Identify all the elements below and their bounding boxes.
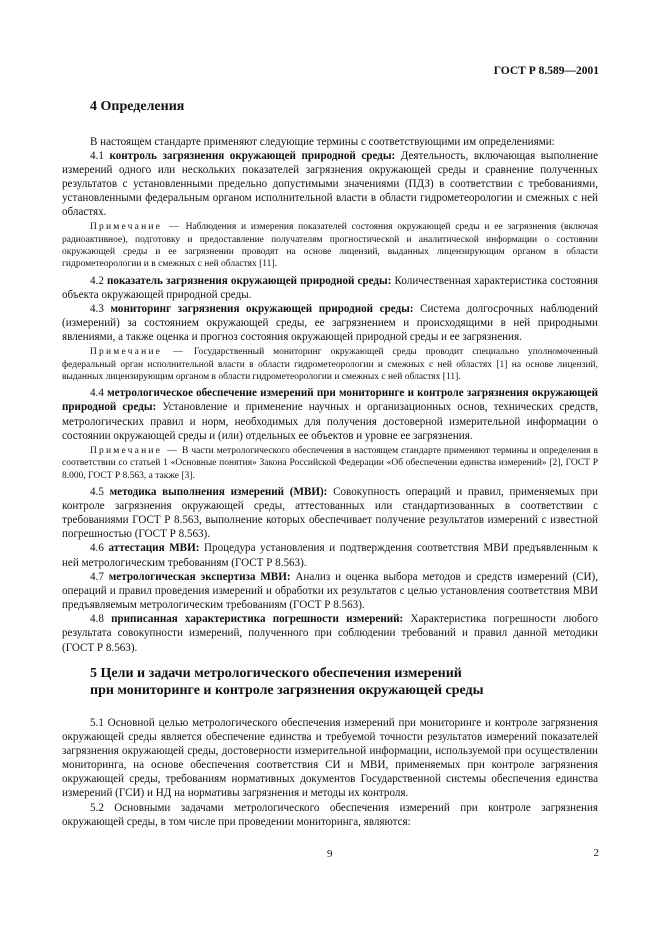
definition-4-3: 4.3 мониторинг загрязнения окружающей природной среды: Система долгосрочных наблюдений (измерений) за состоянием окружающей среды, ее загрязнением и происходящими в ней природными явлениями, а также оценка и прогноз состояния окружающей природной среды и ее загрязнения.	[62, 302, 598, 344]
page-content	[62, 98, 598, 829]
term: метрологическая экспертиза МВИ:	[108, 570, 291, 583]
note-4-4: Примечание — В части метрологического обеспечения в настоящем стандарте применяют термины и определения в соответствии со статьей 1 «Основные понятия» Закона Российской Федерации «Об обеспечении единства измерений» [2], ГОСТ Р 8.000, ГОСТ Р 8.563, а также [3].	[62, 445, 599, 481]
paragraph-5-1: 5.1 Основной целью метрологического обеспечения измерений при мониторинге и контроле загрязнения окружающей среды является обеспечение единства и требуемой точности результатов измерений показателей загрязнения окружающей среды, достоверности измерительной информации, используемой при осуществлении мониторинга, на основе обеспечения соответствия СИ и МВИ, применяемых при контроле загрязнения окружающей среды, требованиям нормативных документов Государственной системы обеспечения единства измерений (ГСИ) и НД на нормативы загрязнения и методы их контроля.	[62, 716, 598, 800]
term: приписанная характеристика погрешности измерений:	[111, 613, 404, 626]
definition-4-8: 4.8 приписанная характеристика погрешности измерений: Характеристика погрешности любого результата совокупности измерений, полученного при соблюдении требований и правил данной методики (ГОСТ Р 8.563).	[62, 613, 598, 654]
paragraph-5-2: 5.2 Основными задачами метрологического обеспечения измерений при контроле загрязнения окружающей среды, в том числе при проведении мониторинга, являются:	[62, 801, 598, 828]
document-id-header: ГОСТ Р 8.589—2001	[493, 65, 599, 77]
term: аттестация МВИ:	[108, 542, 200, 555]
term: методика выполнения измерений (МВИ):	[109, 485, 328, 498]
sheet-number: 2	[593, 847, 599, 859]
page-number: 9	[327, 848, 333, 860]
term: мониторинг загрязнения окружающей природной среды:	[110, 302, 414, 315]
section-4-title: 4 Определения	[90, 99, 185, 114]
definition-4-4: 4.4 метрологическое обеспечение измерений при мониторинге и контроле загрязнения окружающей природной среды: Установление и применение научных и организационных основ, технических средств, метрологических правил и норм, необходимых для получения достоверной измерительной информации о состоянии окружающей среды и (или) отдельных ее объектов и уровне ее загрязнения.	[62, 387, 599, 442]
term: показатель загрязнения окружающей природной среды:	[107, 274, 392, 287]
section-4-intro: В настоящем стандарте применяют следующие термины с соответствующими им определениями:	[90, 135, 555, 148]
term: контроль загрязнения окружающей природной среды:	[109, 149, 396, 162]
definition-4-1: 4.1 контроль загрязнения окружающей природной среды: Деятельность, включающая выполнение измерений одного или нескольких показателей загрязнения окружающей среды и сравнение полученных результатов с установленными предельно допустимыми значениями (ПДЗ) в соответствии с требованиями, установленными федеральным органом исполнительной власти в области гидрометеорологии и смежных с ней областях.	[62, 149, 599, 219]
definition-4-5: 4.5 методика выполнения измерений (МВИ): Совокупность операций и правил, применяемых при контроле загрязнения окружающей среды, аттестованных или стандартизованных в соответствии с требованиями ГОСТ Р 8.563, выполнение которых обеспечивает получение результатов измерений с известной погрешностью (ГОСТ Р 8.563).	[62, 485, 598, 541]
note-4-1: Примечание — Наблюдения и измерения показателей состояния окружающей среды и ее загрязнения (включая радиоактивное), подготовку и предоставление получателям прогностической и аналитической информации о состоянии окружающей среды и ее загрязнении проводят на основе лицензий, выданных лицензирующим органом в области гидрометеорологии и в смежных с ней областях [11].	[62, 222, 598, 270]
definition-4-7: 4.7 метрологическая экспертиза МВИ: Анализ и оценка выбора методов и средств измерений (СИ), операций и правил проведения измерений и обработки их результатов с целью установления соответствия МВИ предъявляемым метрологическим требованиям (ГОСТ Р 8.563).	[62, 570, 599, 612]
definition-4-6: 4.6 аттестация МВИ: Процедура установления и подтверждения соответствия МВИ предъявленным к ней метрологическим требованиям (ГОСТ Р 8.563).	[62, 542, 598, 569]
note-4-3: Примечание — Государственный мониторинг окружающей среды проводит специально уполномоченный федеральный орган исполнительной власти в области гидрометеорологии и смежных с ней областях [1] на основе лицензий, выданных лицензирующим органом в области гидрометеорологии и смежных с ней областях [11].	[62, 347, 598, 382]
term: метрологическое обеспечение измерений при мониторинге и контроле загрязнения окружающей природной среды:	[62, 387, 598, 414]
definition-4-2: 4.2 показатель загрязнения окружающей природной среды: Количественная характеристика состояния объекта окружающей природной среды.	[62, 274, 598, 301]
section-5-title: 5 Цели и задачи метрологического обеспечения измерений при мониторинге и контроле загрязнения окружающей среды	[90, 665, 484, 699]
